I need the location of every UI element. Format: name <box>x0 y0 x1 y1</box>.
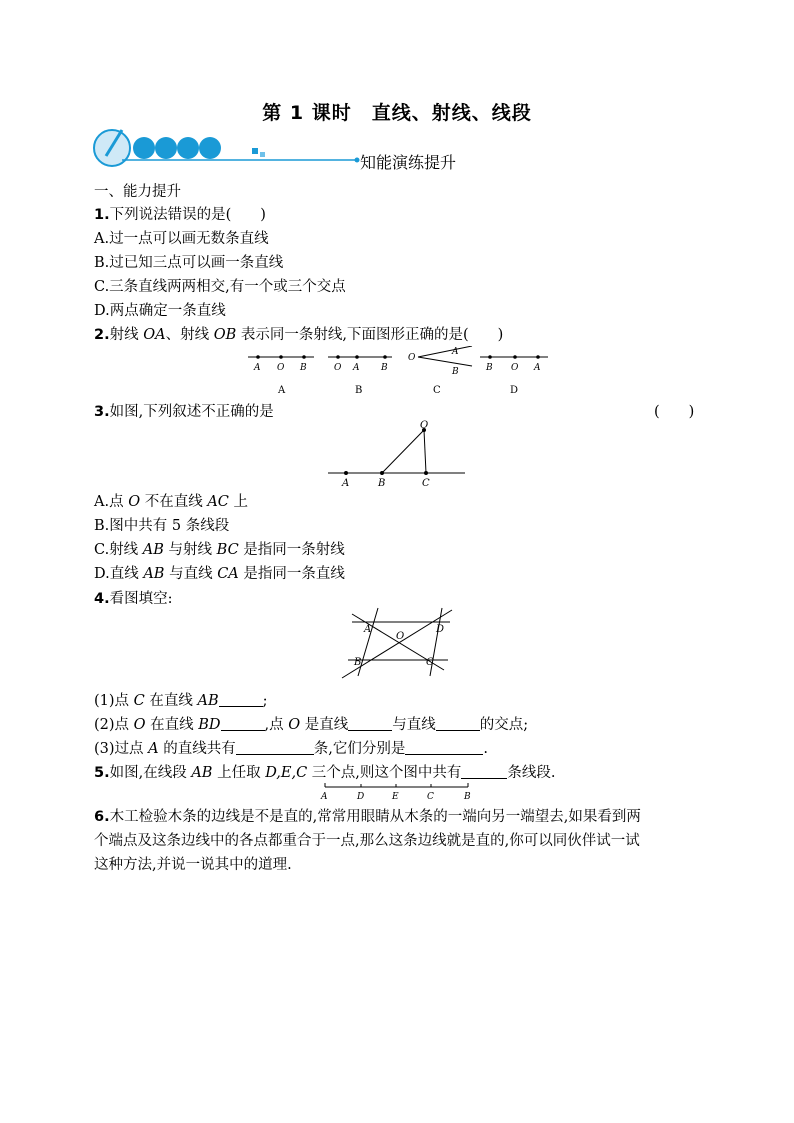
q2-figA-label-o: O <box>277 363 285 373</box>
q5-label-b: B <box>464 792 471 802</box>
q3-label-a: A <box>342 478 350 489</box>
q5-figure <box>318 780 478 802</box>
q6-line-3: 这种方法,并说一说其中的道理. <box>94 857 292 873</box>
q2-figC-label-b: B <box>452 367 459 377</box>
q1-option-c: C.三条直线两两相交,有一个或三个交点 <box>94 279 346 295</box>
q2-figD-label-b: B <box>486 363 493 373</box>
q4-blank-4[interactable] <box>436 716 480 732</box>
q1-text: 下列说法错误的是( ) <box>109 207 266 223</box>
q3-label-c: C <box>422 478 430 489</box>
q4-text: 看图填空: <box>109 591 173 607</box>
q2-figD-point-a <box>536 355 540 359</box>
q4-stem <box>94 587 173 608</box>
q3-label-b: B <box>378 478 386 489</box>
section-heading: 一、能力提升 <box>94 184 181 200</box>
q2-figD-label-o: O <box>511 363 519 373</box>
q2-figB-point-o <box>336 355 340 359</box>
q1-option-b: B.过已知三点可以画一条直线 <box>94 255 284 271</box>
q2-figC-label-o: O <box>408 353 416 363</box>
q2-stem <box>94 323 503 344</box>
q2-figB-point-a <box>355 355 359 359</box>
q3-label-o: O <box>420 420 429 431</box>
q2-figB-caption: B <box>355 385 363 396</box>
q2-figA-label-b: B <box>300 363 307 373</box>
q4-blank-2[interactable] <box>221 716 265 732</box>
q2-ob: OB <box>213 327 237 343</box>
q4-number: 4. <box>94 591 110 607</box>
q1-option-d: D.两点确定一条直线 <box>94 303 226 319</box>
q5-label-d: D <box>357 792 365 802</box>
q1-option-a: A.过一点可以画无数条直线 <box>94 231 269 247</box>
q4-item-3: (3)过点 A 的直线共有 条,它们分别是 . <box>94 741 488 757</box>
q2-figA-caption: A <box>278 385 286 396</box>
q2-figB-label-o: O <box>334 363 342 373</box>
q3-point-b <box>380 471 384 475</box>
q4-blank-6[interactable] <box>405 740 483 756</box>
q3-answer-paren: ( ) <box>654 404 695 420</box>
q2-figA-point-o <box>279 355 283 359</box>
q3-figure <box>320 418 470 490</box>
q2-oa: OA <box>143 327 166 343</box>
q5-label-a: A <box>321 792 328 802</box>
q4-label-c: C <box>426 657 434 668</box>
q3-number: 3. <box>94 404 110 420</box>
q2-figA-point-b <box>302 355 306 359</box>
q6-number: 6. <box>94 809 110 825</box>
q3-point-c <box>424 471 428 475</box>
q2-figD-point-o <box>513 355 517 359</box>
q5-number: 5. <box>94 765 110 781</box>
q4-blank-5[interactable] <box>236 740 314 756</box>
q1-stem <box>94 203 266 224</box>
q5-label-c: C <box>427 792 434 802</box>
q6-line-1: 6.木工检验木条的边线是不是直的,常常用眼睛从木条的一端向另一端望去,如果看到两 <box>94 809 641 825</box>
q2-text-c: 表示同一条射线,下面图形正确的是( ) <box>236 327 504 343</box>
page-title: 第 1 课时 直线、射线、线段 <box>262 102 532 124</box>
q3-point-a <box>344 471 348 475</box>
q5-blank[interactable] <box>461 764 507 780</box>
q6-line-2: 个端点及这条边线中的各点都重合于一点,那么这条边线就是直的,你可以同伙伴试一试 <box>94 833 640 849</box>
banner-text: 知能演练提升 <box>360 153 457 172</box>
q2-figB-label-a: A <box>353 363 360 373</box>
q3-stem <box>94 400 274 421</box>
q2-figD-point-b <box>488 355 492 359</box>
q5-stem: 5.如图,在线段 AB 上任取 D,E,C 三个点,则这个图中共有 条线段. <box>94 765 556 781</box>
q4-blank-1[interactable] <box>219 692 263 708</box>
q2-figA-point-a <box>256 355 260 359</box>
q4-blank-3[interactable] <box>348 716 392 732</box>
q2-text-a: 射线 <box>109 327 144 343</box>
q4-label-b: B <box>354 657 362 668</box>
q2-figC-caption: C <box>433 385 441 396</box>
q2-figB-point-b <box>383 355 387 359</box>
q2-figures <box>240 346 560 398</box>
q3-option-c: C.射线 AB 与射线 BC 是指同一条射线 <box>94 542 345 558</box>
q2-figB-label-b: B <box>381 363 388 373</box>
q4-label-o: O <box>396 631 405 642</box>
q3-option-a: A.点 O 不在直线 AC 上 <box>94 494 248 510</box>
q2-text-b: 、射线 <box>165 327 214 343</box>
q5-label-e: E <box>392 792 399 802</box>
q3-option-b: B.图中共有 5 条线段 <box>94 518 230 534</box>
q4-figure <box>338 606 458 684</box>
q2-figD-caption: D <box>510 385 519 396</box>
q2-figD-label-a: A <box>534 363 541 373</box>
q1-number: 1. <box>94 207 110 223</box>
q2-figA-label-a: A <box>254 363 261 373</box>
q4-label-a: A <box>364 624 372 635</box>
q4-item-1: (1)点 C 在直线 AB ; <box>94 693 268 709</box>
q4-label-d: D <box>436 624 445 635</box>
q2-number: 2. <box>94 327 110 343</box>
q2-figC-label-a: A <box>452 347 459 357</box>
q3-text: 如图,下列叙述不正确的是 <box>109 404 274 420</box>
q3-option-d: D.直线 AB 与直线 CA 是指同一条直线 <box>94 566 345 582</box>
q4-item-2: (2)点 O 在直线 BD ,点 O 是直线 与直线 的交点; <box>94 717 529 733</box>
